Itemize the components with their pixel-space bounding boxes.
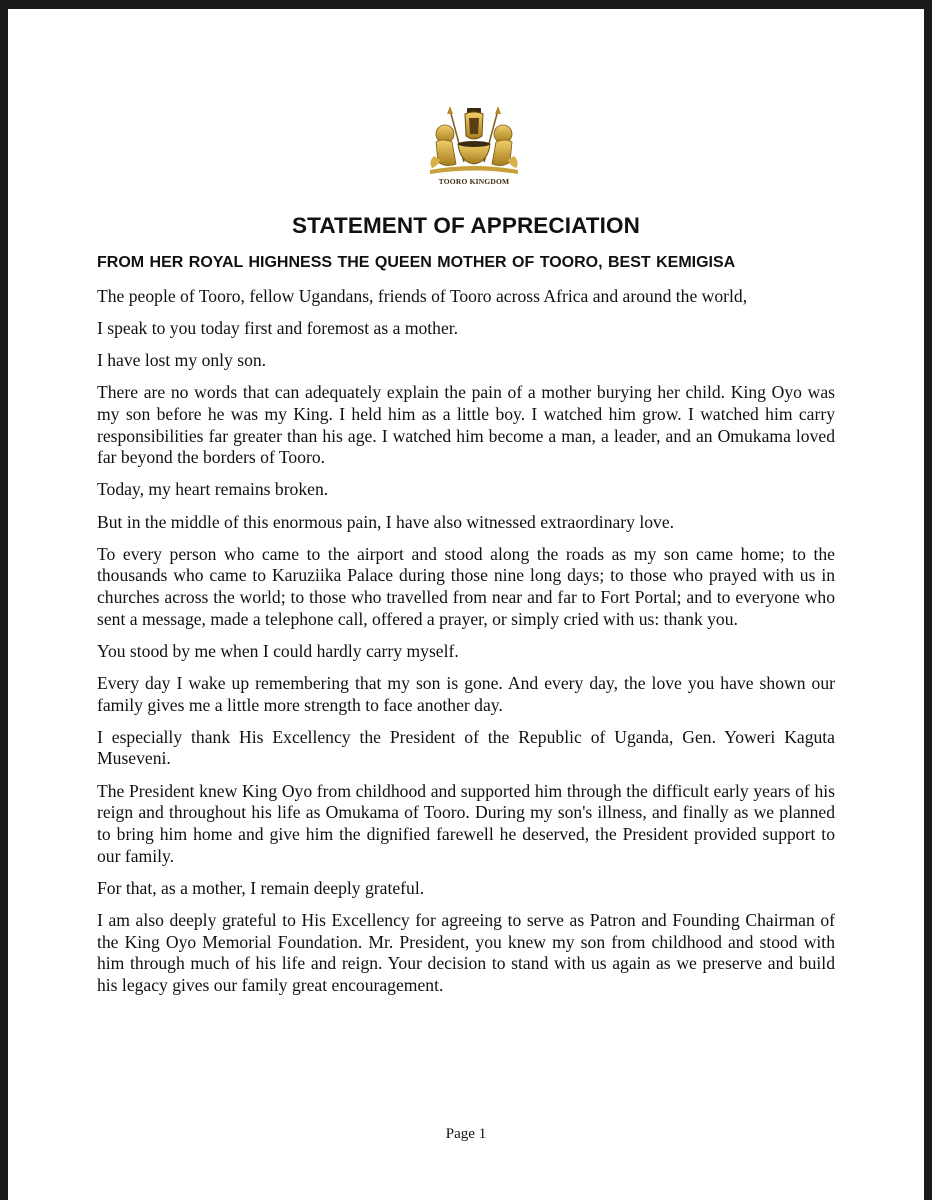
paragraph: But in the middle of this enormous pain, I have also witnessed extraordinary love. xyxy=(97,511,675,532)
paragraph: I especially thank His Excellency the President of the Republic of Uganda, Gen. Yoweri Kaguta Museveni. xyxy=(97,726,835,769)
paragraph: There are no words that can adequately explain the pain of a mother burying her child. King Oyo was my son before he was my King. I held him as a little boy. I watched him grow. I watched him carry responsibilities far greater than his age. I watched him become a man, a leader, and an Omukama loved far beyond the borders of Tooro. xyxy=(97,382,835,468)
paragraph: The people of Tooro, fellow Ugandans, friends of Tooro across Africa and around the world, xyxy=(97,286,748,306)
document-body xyxy=(97,213,835,1007)
document-title: STATEMENT OF APPRECIATION xyxy=(292,213,640,238)
page-number: Page 1 xyxy=(445,1126,487,1142)
paragraph: I am also deeply grateful to His Excellency for agreeing to serve as Patron and Founding Chairman of the King Oyo Memorial Foundation. Mr. President, you knew my son from childhood and stood with him through much of his life and reign. Your decision to stand with us again as we preserve and build his legacy gives our family great encouragement. xyxy=(97,909,835,995)
document-page xyxy=(8,9,924,1200)
paragraph: I have lost my only son. xyxy=(97,350,267,371)
paragraph: Today, my heart remains broken. xyxy=(97,479,329,500)
paragraph: For that, as a mother, I remain deeply grateful. xyxy=(97,877,425,898)
paragraph: I speak to you today first and foremost as a mother. xyxy=(97,318,459,339)
paragraph: The President knew King Oyo from childhood and supported him through the difficult early years of his reign and throughout his life as Omukama of Tooro. During my son's illness, and finally as we planned to bring him home and give him the dignified farewell he deserved, the President provided support to our family. xyxy=(97,780,835,866)
paragraph: To every person who came to the airport and stood along the roads as my son came home; to the thousands who came to Karuziika Palace during those nine long days; to those who prayed with us in churches across the world; to those who travelled from near and far to Fort Portal; and to everyone who sent a message, made a telephone call, offered a prayer, or simply cried with us: thank you. xyxy=(97,543,835,629)
crest-caption: TOORO KINGDOM xyxy=(438,177,510,186)
paragraph: You stood by me when I could hardly carry myself. xyxy=(97,640,459,661)
tooro-kingdom-crest-icon xyxy=(420,104,528,194)
paragraph: Every day I wake up remembering that my son is gone. And every day, the love you have shown our family gives me a little more strength to face another day. xyxy=(97,672,835,715)
document-subtitle: FROM HER ROYAL HIGHNESS THE QUEEN MOTHER OF TOORO, BEST KEMIGISA xyxy=(97,254,736,271)
